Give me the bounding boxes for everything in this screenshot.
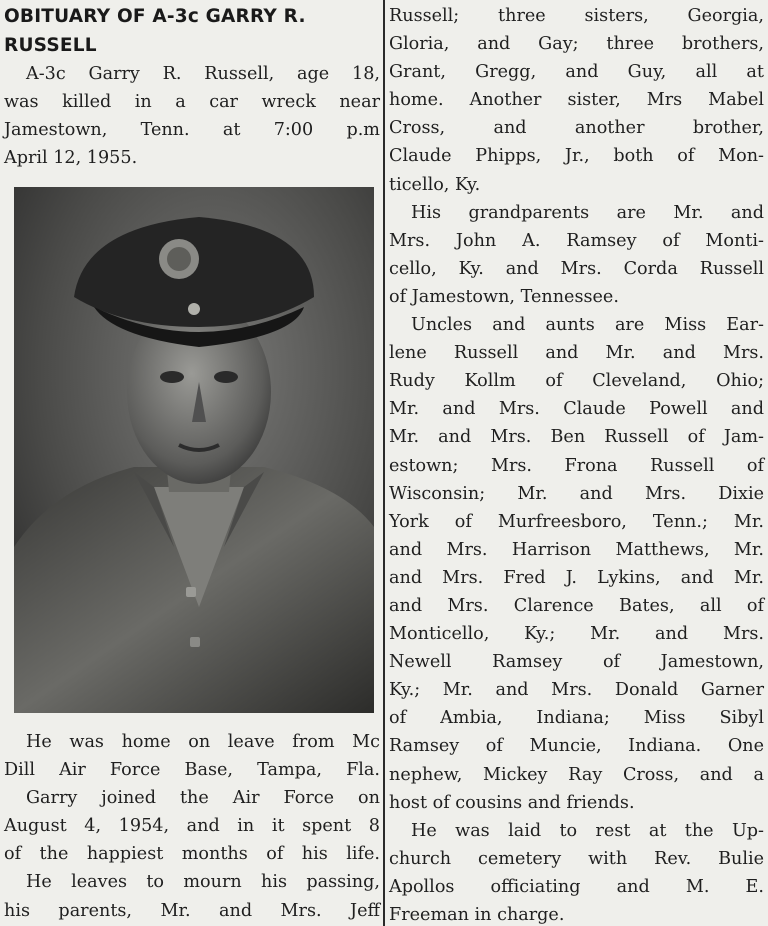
text-line: Gloria, and Gay; three brothers, — [389, 34, 764, 55]
text-line: host of cousins and friends. — [389, 792, 635, 813]
text-line: Russell; three sisters, Georgia, — [389, 6, 764, 26]
text-line: Monticello, Ky.; Mr. and Mrs. — [389, 624, 764, 645]
text-line: was killed in a car wreck near — [4, 92, 380, 113]
text-line: Mr. and Mrs. Claude Powell and — [389, 399, 764, 420]
headline-line-2: RUSSELL — [4, 35, 97, 56]
text-line: lene Russell and Mr. and Mrs. — [389, 343, 764, 364]
text-line: cello, Ky. and Mrs. Corda Russell — [389, 258, 764, 279]
obituary-headline — [4, 2, 380, 60]
text-line: and Mrs. Harrison Matthews, Mr. — [389, 539, 764, 560]
text-line: Uncles and aunts are Miss Ear- — [411, 315, 764, 336]
portrait-photo — [14, 187, 374, 713]
text-line: Wisconsin; Mr. and Mrs. Dixie — [389, 483, 764, 504]
right-column-text — [389, 2, 764, 926]
text-line: and Mrs. Clarence Bates, all of — [389, 595, 764, 616]
text-line: of Jamestown, Tennessee. — [389, 286, 619, 307]
text-line: Garry joined the Air Force on — [26, 788, 380, 809]
text-line: nephew, Mickey Ray Cross, and a — [389, 764, 764, 785]
left-column — [4, 0, 380, 921]
column-divider — [383, 0, 385, 926]
text-line: A-3c Garry R. Russell, age 18, — [26, 64, 380, 84]
text-line: Grant, Gregg, and Guy, all at — [389, 62, 764, 83]
text-line: of the happiest months of his life. — [4, 844, 380, 865]
text-line: Rudy Kollm of Cleveland, Ohio; — [389, 371, 764, 392]
text-line: his parents, Mr. and Mrs. Jeff — [4, 900, 380, 921]
text-line: Claude Phipps, Jr., both of Mon- — [389, 146, 764, 167]
headline-line-1: OBITUARY OF A-3c GARRY R. — [4, 6, 306, 27]
text-line: home. Another sister, Mrs Mabel — [389, 90, 764, 111]
text-line: He leaves to mourn his passing, — [26, 872, 380, 893]
text-line: estown; Mrs. Frona Russell of — [389, 455, 764, 476]
text-line: ticello, Ky. — [389, 174, 481, 195]
text-line: of Ambia, Indiana; Miss Sibyl — [389, 708, 764, 729]
opening-paragraph — [4, 60, 380, 172]
portrait-illustration — [14, 187, 374, 713]
text-line: and Mrs. Fred J. Lykins, and Mr. — [389, 567, 764, 588]
text-line: Ky.; Mr. and Mrs. Donald Garner — [389, 680, 764, 701]
text-line: church cemetery with Rev. Bulie — [389, 848, 764, 869]
text-line: Ramsey of Muncie, Indiana. One — [389, 736, 764, 757]
text-line: York of Murfreesboro, Tenn.; Mr. — [389, 511, 764, 532]
text-line: August 4, 1954, and in it spent 8 — [4, 816, 380, 837]
service-paragraph — [4, 728, 380, 925]
text-line: Newell Ramsey of Jamestown, — [389, 652, 764, 673]
text-line: His grandparents are Mr. and — [411, 202, 764, 223]
text-line: Dill Air Force Base, Tampa, Fla. — [4, 760, 380, 781]
text-line: He was laid to rest at the Up- — [411, 820, 764, 841]
text-line: Mrs. John A. Ramsey of Monti- — [389, 230, 764, 251]
text-line: Cross, and another brother, — [389, 118, 764, 139]
text-line: April 12, 1955. — [4, 148, 138, 169]
text-line: Freeman in charge. — [389, 905, 565, 925]
text-line: Jamestown, Tenn. at 7:00 p.m — [4, 120, 380, 141]
text-line: He was home on leave from Mc — [26, 732, 380, 752]
text-line: Apollos officiating and M. E. — [389, 876, 764, 897]
text-line: Mr. and Mrs. Ben Russell of Jam- — [389, 427, 764, 448]
